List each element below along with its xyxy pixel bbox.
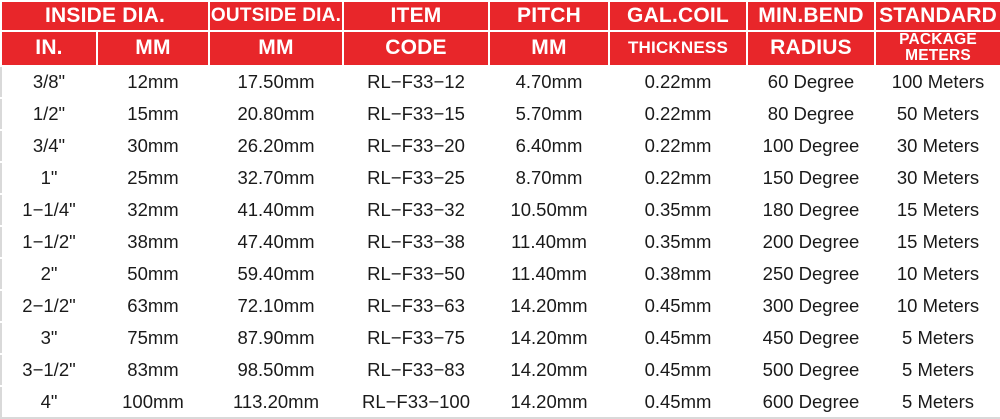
table-row	[1, 322, 1000, 354]
table-cell: 14.20mm	[489, 322, 609, 354]
header-inside-dia-mm: MM	[97, 31, 209, 66]
header-standard: STANDARD	[875, 1, 1000, 31]
table-row	[1, 98, 1000, 130]
table-row	[1, 226, 1000, 258]
table-cell: 100 Degree	[747, 130, 875, 162]
table-cell: 10 Meters	[875, 290, 1000, 322]
header-pitch: PITCH	[489, 1, 609, 31]
table-cell: 38mm	[97, 226, 209, 258]
table-cell: 75mm	[97, 322, 209, 354]
table-cell: 0.35mm	[609, 194, 747, 226]
table-cell: 5 Meters	[875, 322, 1000, 354]
table-cell: 72.10mm	[209, 290, 343, 322]
header-min-bend: MIN.BEND	[747, 1, 875, 31]
header-gal-coil-thickness: THICKNESS	[609, 31, 747, 66]
table-cell: 3−1/2"	[1, 354, 97, 386]
header-pitch-mm: MM	[489, 31, 609, 66]
header-min-bend-radius: RADIUS	[747, 31, 875, 66]
table-cell: 0.45mm	[609, 386, 747, 418]
table-cell: 600 Degree	[747, 386, 875, 418]
header-row-bottom	[1, 31, 1000, 66]
table-cell: 200 Degree	[747, 226, 875, 258]
table-cell: 87.90mm	[209, 322, 343, 354]
table-cell: 83mm	[97, 354, 209, 386]
table-cell: 14.20mm	[489, 290, 609, 322]
header-inside-dia-in: IN.	[1, 31, 97, 66]
table-cell: 300 Degree	[747, 290, 875, 322]
table-cell: 5.70mm	[489, 98, 609, 130]
table-cell: 180 Degree	[747, 194, 875, 226]
table-cell: 50 Meters	[875, 98, 1000, 130]
table-cell: 100mm	[97, 386, 209, 418]
table-cell: 10 Meters	[875, 258, 1000, 290]
header-outside-dia: OUTSIDE DIA.	[209, 1, 343, 31]
table-cell: 32.70mm	[209, 162, 343, 194]
table-cell: RL−F33−50	[343, 258, 489, 290]
table-cell: 500 Degree	[747, 354, 875, 386]
table-cell: 5 Meters	[875, 386, 1000, 418]
table-cell: 4"	[1, 386, 97, 418]
table-cell: 60 Degree	[747, 66, 875, 98]
table-cell: 0.45mm	[609, 290, 747, 322]
table-cell: 20.80mm	[209, 98, 343, 130]
table-cell: 0.45mm	[609, 354, 747, 386]
header-gal-coil: GAL.COIL	[609, 1, 747, 31]
table-cell: 250 Degree	[747, 258, 875, 290]
table-cell: 25mm	[97, 162, 209, 194]
table-cell: 0.35mm	[609, 226, 747, 258]
table-cell: 5 Meters	[875, 354, 1000, 386]
table-cell: 2−1/2"	[1, 290, 97, 322]
table-cell: 3"	[1, 322, 97, 354]
table-cell: 150 Degree	[747, 162, 875, 194]
header-row-top	[1, 1, 1000, 31]
table-cell: 0.22mm	[609, 130, 747, 162]
table-row	[1, 258, 1000, 290]
table-cell: 1−1/2"	[1, 226, 97, 258]
header-outside-dia-mm: MM	[209, 31, 343, 66]
table-cell: 0.38mm	[609, 258, 747, 290]
table-row	[1, 290, 1000, 322]
header-item: ITEM	[343, 1, 489, 31]
table-cell: 11.40mm	[489, 258, 609, 290]
table-cell: 30mm	[97, 130, 209, 162]
table-cell: 41.40mm	[209, 194, 343, 226]
table-row	[1, 386, 1000, 418]
table-cell: 80 Degree	[747, 98, 875, 130]
table-cell: RL−F33−32	[343, 194, 489, 226]
header-inside-dia: INSIDE DIA.	[1, 1, 209, 31]
table-cell: 0.45mm	[609, 322, 747, 354]
table-row	[1, 130, 1000, 162]
table-cell: 1"	[1, 162, 97, 194]
table-cell: RL−F33−20	[343, 130, 489, 162]
table-cell: RL−F33−100	[343, 386, 489, 418]
table-cell: 15 Meters	[875, 194, 1000, 226]
table-cell: 4.70mm	[489, 66, 609, 98]
table-cell: 12mm	[97, 66, 209, 98]
table-cell: 98.50mm	[209, 354, 343, 386]
table-header	[1, 1, 1000, 66]
table-cell: 0.22mm	[609, 98, 747, 130]
table-cell: 0.22mm	[609, 162, 747, 194]
table-cell: 30 Meters	[875, 162, 1000, 194]
table-cell: 17.50mm	[209, 66, 343, 98]
table-row	[1, 66, 1000, 98]
table-cell: 450 Degree	[747, 322, 875, 354]
table-cell: 50mm	[97, 258, 209, 290]
table-cell: 1−1/4"	[1, 194, 97, 226]
table-cell: 30 Meters	[875, 130, 1000, 162]
table-cell: 47.40mm	[209, 226, 343, 258]
table-cell: 3/4"	[1, 130, 97, 162]
table-cell: 113.20mm	[209, 386, 343, 418]
table-cell: 32mm	[97, 194, 209, 226]
table-cell: RL−F33−63	[343, 290, 489, 322]
table-cell: RL−F33−15	[343, 98, 489, 130]
table-cell: 15mm	[97, 98, 209, 130]
header-standard-package-meters: PACKAGE METERS	[875, 31, 1000, 66]
table-cell: RL−F33−75	[343, 322, 489, 354]
table-body	[1, 66, 1000, 418]
table-cell: 0.22mm	[609, 66, 747, 98]
table-row	[1, 354, 1000, 386]
header-item-code: CODE	[343, 31, 489, 66]
table-cell: 6.40mm	[489, 130, 609, 162]
table-cell: 8.70mm	[489, 162, 609, 194]
table-cell: 3/8"	[1, 66, 97, 98]
table-cell: 100 Meters	[875, 66, 1000, 98]
table-cell: RL−F33−12	[343, 66, 489, 98]
table-cell: RL−F33−83	[343, 354, 489, 386]
table-cell: 26.20mm	[209, 130, 343, 162]
table-cell: RL−F33−38	[343, 226, 489, 258]
table-cell: 14.20mm	[489, 386, 609, 418]
table-row	[1, 194, 1000, 226]
table-cell: 14.20mm	[489, 354, 609, 386]
table-row	[1, 162, 1000, 194]
table-cell: 10.50mm	[489, 194, 609, 226]
table-cell: RL−F33−25	[343, 162, 489, 194]
table-cell: 15 Meters	[875, 226, 1000, 258]
table-cell: 2"	[1, 258, 97, 290]
table-cell: 11.40mm	[489, 226, 609, 258]
table-cell: 1/2"	[1, 98, 97, 130]
table-cell: 59.40mm	[209, 258, 343, 290]
table-cell: 63mm	[97, 290, 209, 322]
